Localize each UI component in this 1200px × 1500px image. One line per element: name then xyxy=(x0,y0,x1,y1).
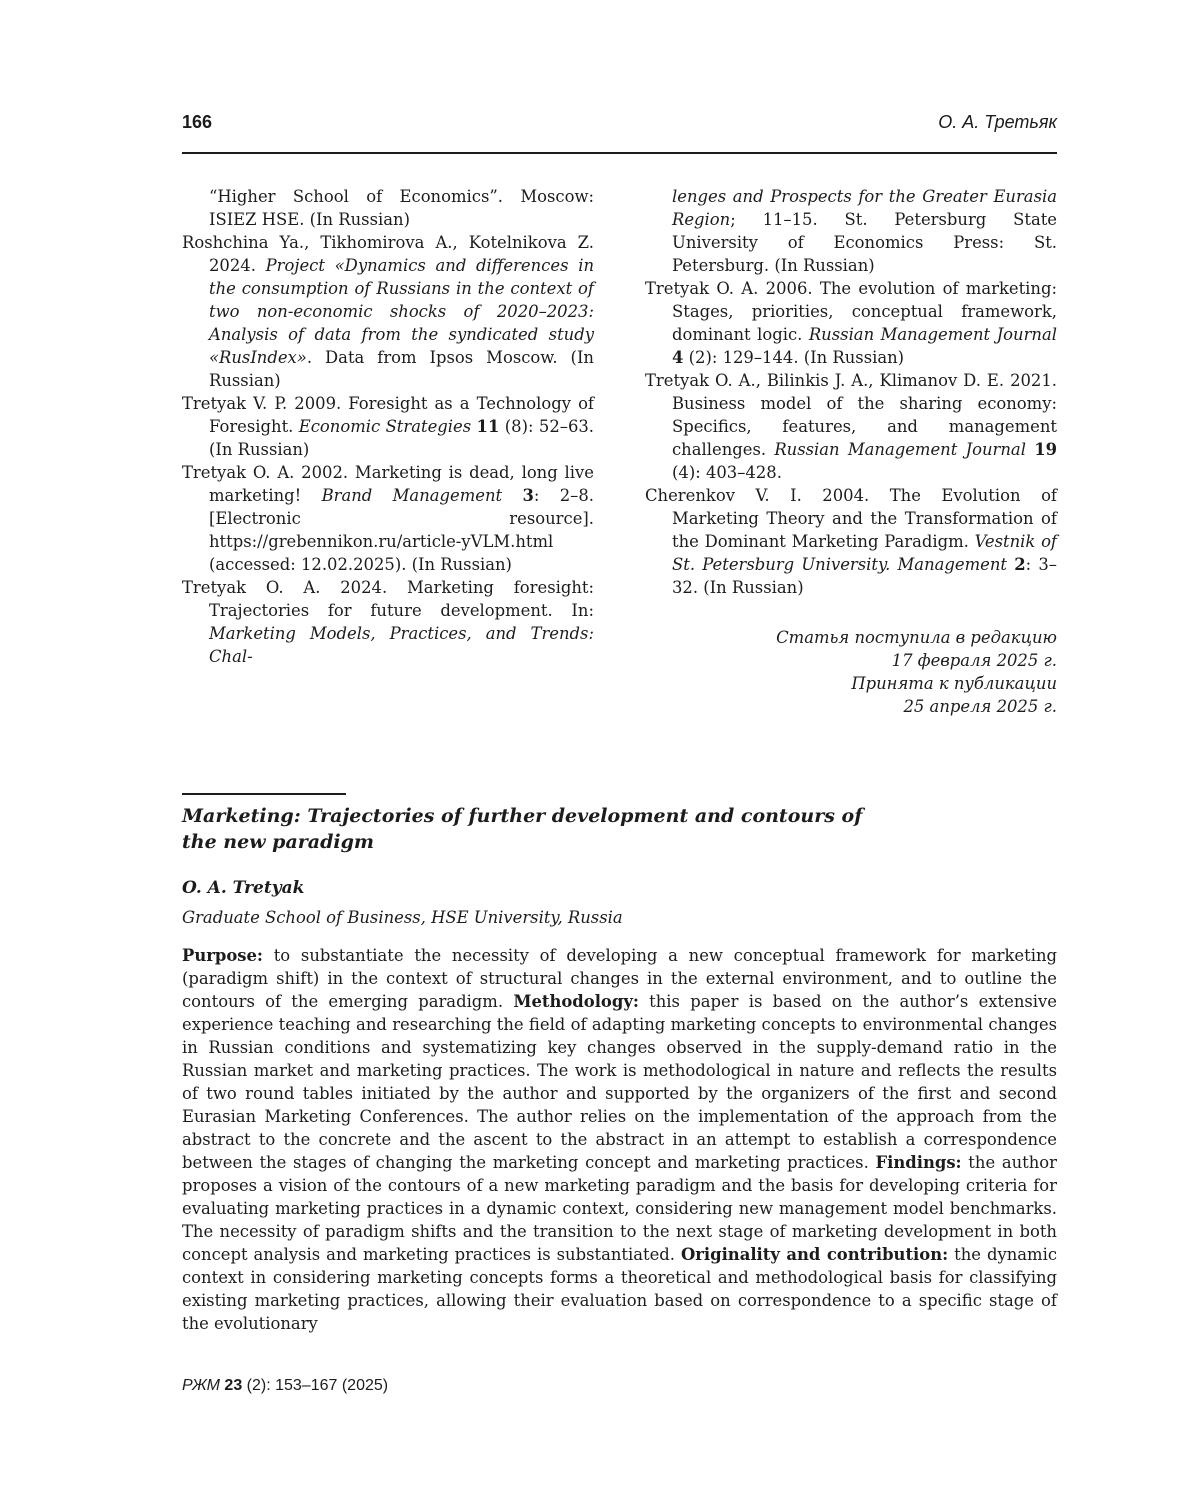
reference-journal: Economic Strategies xyxy=(298,417,472,436)
abstract-body xyxy=(182,944,1057,1335)
reference-text: Tretyak O. A., Bilinkis J. A., Klimanov D. E. 2021. Business model of the sharing economy: Specifics, features, and management challenges. xyxy=(645,371,1057,459)
reference-item xyxy=(182,185,594,231)
findings-label: Findings: xyxy=(875,1153,962,1172)
references-left-column xyxy=(182,185,594,668)
reference-text: (2): 129–144. (In Russian) xyxy=(683,348,905,367)
reference-volume: 3 xyxy=(522,486,534,505)
reference-text: : 3–32. (In Russian) xyxy=(672,555,1057,597)
reference-text: Tretyak O. A. 2006. The evolution of marketing: Stages, priorities, conceptual framework, dominant logic. xyxy=(645,279,1057,344)
abstract-affiliation: Graduate School of Business, HSE University, Russia xyxy=(182,908,623,927)
reference-text: Roshchina Ya., Tikhomirova A., Kotelnikova Z. 2024. xyxy=(182,233,594,275)
reference-journal: Russian Management Journal xyxy=(808,325,1057,344)
header-rule xyxy=(182,152,1057,154)
received-dates xyxy=(776,626,1057,718)
footer-citation xyxy=(182,1377,388,1395)
reference-item xyxy=(182,392,594,461)
reference-title: Project «Dynamics and differences in the consumption of Russians in the context of two non-economic shocks of 2020–2023: Analysis of data from the syndicated study «RusIndex» xyxy=(209,256,594,367)
reference-item xyxy=(645,369,1057,484)
reference-text: Tretyak V. P. 2009. Foresight as a Technology of Foresight. xyxy=(182,394,594,436)
methodology-text: this paper is based on the author’s extensive experience teaching and researching the field of adapting marketing concepts to environmental changes in Russian conditions and systematizing key changes observed in the supply-demand ratio in the Russian market and marketing practices. The work is methodological in nature and reflects the results of two round tables initiated by the author and supported by the organizers of the first and second Eurasian Marketing Conferences. The author relies on the implementation of the approach from the abstract to the concrete and the ascent to the abstract in an attempt to establish a correspondence between the stages of changing the marketing concept and marketing practices. xyxy=(182,992,1057,1172)
reference-journal: Brand Management xyxy=(321,486,503,505)
findings-text: the author proposes a vision of the contours of a new marketing paradigm and the basis for developing criteria for evaluating marketing practices in a dynamic context, considering new management model benchmarks. The necessity of paradigm shifts and the transition to the next stage of marketing development in both concept analysis and marketing practices is substantiated. xyxy=(182,1153,1058,1264)
received-line: Статья поступила в редакцию xyxy=(776,628,1057,647)
footer-journal: РЖМ xyxy=(182,1377,220,1394)
page-number: 166 xyxy=(182,112,213,132)
accepted-date: 25 апреля 2025 г. xyxy=(903,697,1057,716)
purpose-text: to substantiate the necessity of developing a new conceptual framework for marketing (paradigm shift) in the context of structural changes in the external environment, and to outline the contours of the emerging paradigm. xyxy=(182,946,1057,1011)
reference-volume: 11 xyxy=(476,417,500,436)
methodology-label: Methodology: xyxy=(513,992,639,1011)
reference-text: Cherenkov V. I. 2004. The Evolution of Marketing Theory and the Transformation of the Dominant Marketing Paradigm. xyxy=(645,486,1057,551)
received-date: 17 февраля 2025 г. xyxy=(891,651,1057,670)
abstract-author: O. A. Tretyak xyxy=(182,878,305,898)
reference-text: (8): 52–63. (In Russian) xyxy=(209,417,595,459)
reference-book: Marketing Models, Practices, and Trends: Chal- xyxy=(209,624,594,666)
reference-item xyxy=(645,277,1057,369)
references-right-column xyxy=(645,185,1057,599)
running-head: О. А. Третьяк xyxy=(938,112,1057,132)
reference-text: (4): 403–428. xyxy=(672,463,782,482)
reference-journal: Russian Management Journal xyxy=(774,440,1026,459)
reference-text: “Higher School of Economics”. Moscow: ISIEZ HSE. (In Russian) xyxy=(209,187,594,229)
purpose-label: Purpose: xyxy=(182,946,263,965)
reference-text: ; 11–15. St. Petersburg State University of Economics Press: St. Petersburg. (In Russian) xyxy=(672,210,1057,275)
reference-volume: 2 xyxy=(1014,555,1026,574)
reference-book: lenges and Prospects for the Greater Eurasia Region xyxy=(672,187,1057,229)
reference-item xyxy=(182,461,594,576)
footer-issue: (2): 153–167 (2025) xyxy=(242,1377,389,1394)
reference-item xyxy=(182,576,594,668)
reference-text: : 2–8. [Electronic resource]. https://grebennikon.ru/article-yVLM.html (accessed: 12.02.2025). (In Russian) xyxy=(209,486,594,574)
reference-journal: Vestnik of St. Petersburg University. Management xyxy=(672,532,1058,574)
footer-volume: 23 xyxy=(224,1377,243,1394)
abstract-title: Marketing: Trajectories of further development and contours of the new paradigm xyxy=(182,805,863,853)
accepted-line: Принята к публикации xyxy=(851,674,1057,693)
reference-item xyxy=(645,185,1057,277)
reference-text: Tretyak O. A. 2002. Marketing is dead, long live marketing! xyxy=(182,463,594,505)
originality-text: the dynamic context in considering marketing concepts forms a theoretical and methodological basis for classifying existing marketing practices, allowing their evaluation based on correspondence to a specific stage of the evolutionary xyxy=(182,1245,1058,1333)
reference-item xyxy=(645,484,1057,599)
reference-item xyxy=(182,231,594,392)
reference-volume: 19 xyxy=(1034,440,1058,459)
section-rule xyxy=(182,793,346,795)
originality-label: Originality and contribution: xyxy=(680,1245,949,1264)
reference-text: Tretyak O. A. 2024. Marketing foresight: Trajectories for future development. In: xyxy=(182,578,594,620)
reference-text: . Data from Ipsos Moscow. (In Russian) xyxy=(209,348,594,390)
reference-volume: 4 xyxy=(672,348,684,367)
